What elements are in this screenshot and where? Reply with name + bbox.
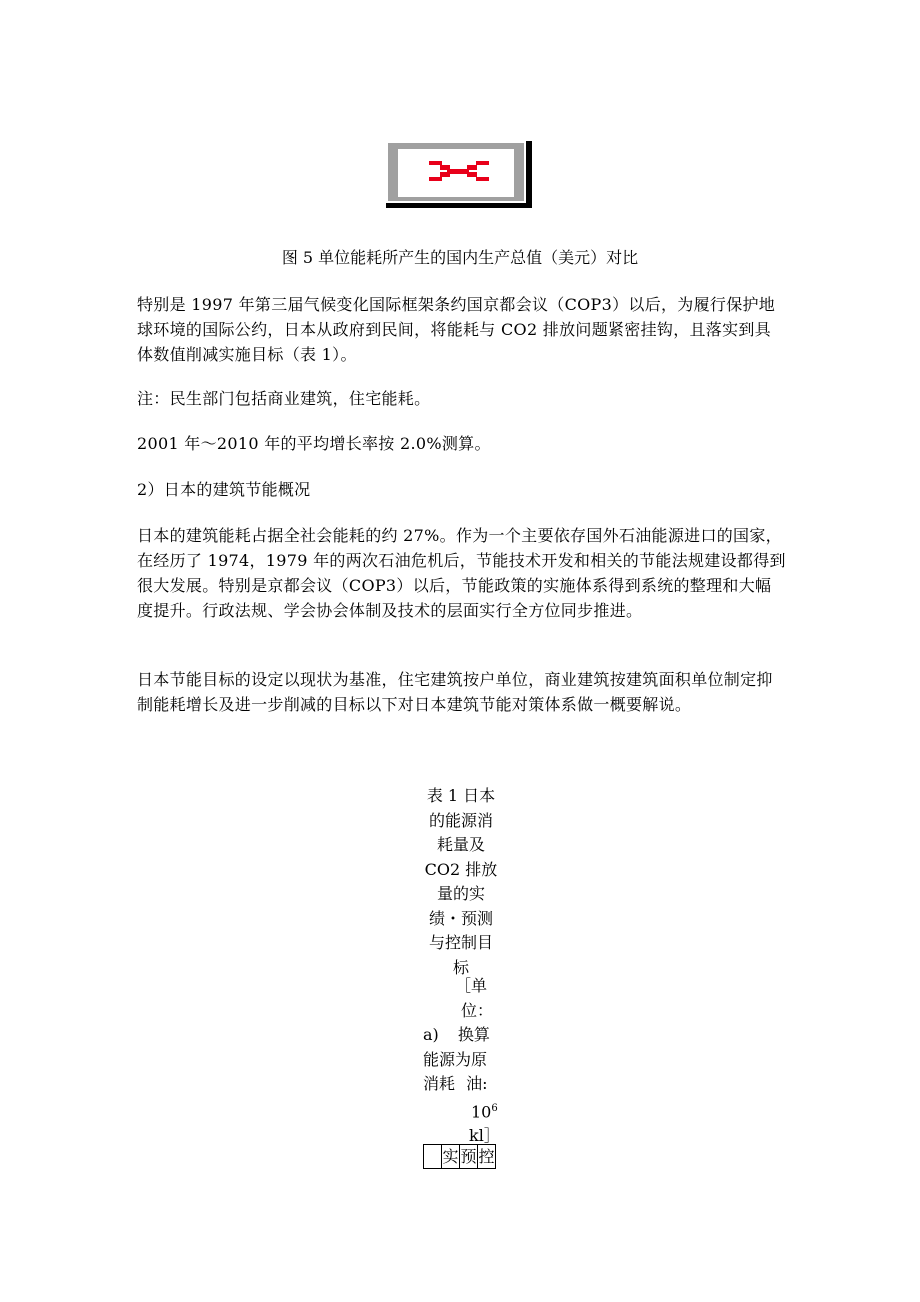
figure-caption: 图 5 单位能耗所产生的国内生产总值（美元）对比 (281, 248, 639, 267)
paragraph-note: 注：民生部门包括商业建筑，住宅能耗。 (137, 389, 431, 408)
table-caption: 表 1 日本的能源消耗量及 CO2 排放量的实绩・预测与控制目标 (424, 786, 498, 977)
unit-oil: 油: (466, 1074, 488, 1093)
table-header-cell: 预 (460, 1145, 478, 1169)
table-header-cell: 实 (442, 1145, 460, 1169)
figure-image (386, 141, 532, 208)
unit-value-base: 10 (471, 1101, 492, 1121)
unit-line-1: ［单 (455, 976, 488, 995)
table-header-cell: 控 (478, 1145, 496, 1169)
unit-line-5 (423, 1072, 499, 1097)
paragraph-kyoto: 特别是 1997 年第三届气候变化国际框架条约国京都会议（COP3）以后，为履行保护地球环境的国际公约，日本从政府到民间，将能耗与 CO2 排放问题紧密挂钩，且落实到具体数值削减实施目标（表 1）。 (137, 295, 776, 364)
section-heading: 2）日本的建筑节能概况 (137, 480, 311, 499)
unit-convert: 换算 (457, 1025, 490, 1044)
row-label: a) (423, 1025, 439, 1044)
unit-value (423, 1097, 499, 1125)
broken-image-icon (386, 141, 532, 208)
unit-kl: kl］ (469, 1126, 500, 1146)
unit-line-2: 位： (461, 1000, 494, 1020)
paragraph-building-energy: 日本的建筑能耗占据全社会能耗的约 27%。作为一个主要依存国外石油能源进口的国家，在经历了 1974，1979 年的两次石油危机后，节能技术开发和相关的节能法规建设都得到很大发展。特别是京都会议（COP3）以后，节能政策的实施体系得到系统的整理和大幅度提升。行政法规、学会协会体制及技术的层面实行全方位同步推进。 (137, 526, 786, 620)
data-table (423, 1144, 496, 1169)
unit-consume: 消耗 (423, 1074, 456, 1093)
paragraph-targets: 日本节能目标的设定以现状为基准，住宅建筑按户单位，商业建筑按建筑面积单位制定抑制能耗增长及进一步削减的目标以下对日本建筑节能对策体系做一概要解说。 (137, 670, 773, 714)
unit-line-4: 能源为原 (423, 1049, 488, 1069)
table-header-cell (424, 1145, 442, 1169)
unit-value-exp: 6 (491, 1102, 498, 1114)
paragraph-growth-rate: 2001 年～2010 年的平均增长率按 2.0%测算。 (137, 434, 491, 453)
table-unit-note (423, 974, 499, 1149)
unit-line-3 (423, 1023, 499, 1048)
table-header-row (424, 1145, 496, 1169)
